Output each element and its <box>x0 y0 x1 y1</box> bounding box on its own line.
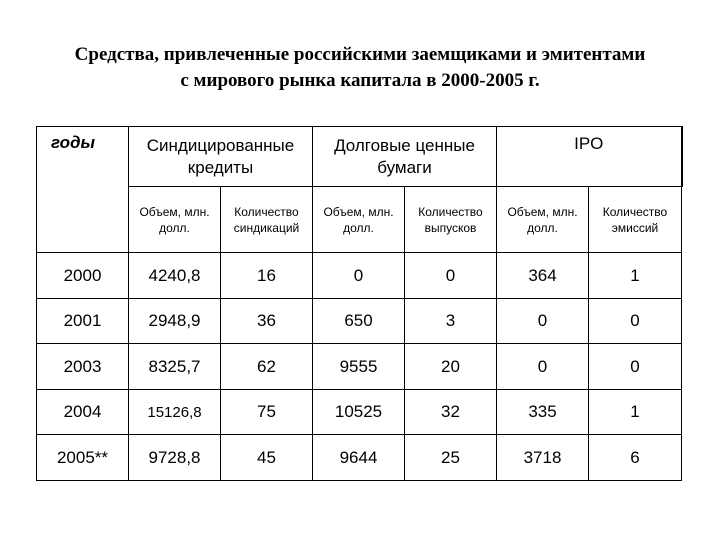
subheader-ipo-count: Количество эмиссий <box>589 187 682 253</box>
title-line-2: с мирового рынка капитала в 2000-2005 г. <box>180 70 540 91</box>
value-cell: 45 <box>221 435 313 481</box>
subheader-debt-volume: Объем, млн. долл. <box>313 187 405 253</box>
table-row <box>37 344 682 390</box>
header-row-sub <box>37 187 682 253</box>
title-line-1: Средства, привлеченные российскими заемщиками и эмитентами <box>74 44 646 65</box>
value-cell: 9728,8 <box>129 435 221 481</box>
table-row <box>37 253 682 299</box>
value-cell: 3 <box>405 299 497 344</box>
header-ipo: IPO <box>497 127 682 187</box>
value-cell: 0 <box>313 253 405 299</box>
value-cell: 9644 <box>313 435 405 481</box>
year-cell: 2005** <box>37 435 129 481</box>
subheader-loans-count: Количество синдикаций <box>221 187 313 253</box>
value-cell: 335 <box>497 390 589 435</box>
capital-market-table <box>36 126 683 481</box>
subheader-debt-count: Количество выпусков <box>405 187 497 253</box>
value-cell: 15126,8 <box>129 390 221 435</box>
year-cell: 2000 <box>37 253 129 299</box>
value-cell: 0 <box>589 299 682 344</box>
table-row <box>37 299 682 344</box>
header-debt-securities: Долговые ценные бумаги <box>313 127 497 187</box>
year-cell: 2001 <box>37 299 129 344</box>
value-cell: 8325,7 <box>129 344 221 390</box>
header-years: годы <box>37 127 129 253</box>
value-cell: 6 <box>589 435 682 481</box>
value-cell: 62 <box>221 344 313 390</box>
value-cell: 25 <box>405 435 497 481</box>
year-cell: 2003 <box>37 344 129 390</box>
value-cell: 4240,8 <box>129 253 221 299</box>
value-cell: 0 <box>589 344 682 390</box>
header-syndicated-loans: Синдицированные кредиты <box>129 127 313 187</box>
value-cell: 650 <box>313 299 405 344</box>
value-cell: 32 <box>405 390 497 435</box>
value-cell: 36 <box>221 299 313 344</box>
header-row-groups <box>37 127 682 187</box>
value-cell: 20 <box>405 344 497 390</box>
value-cell: 0 <box>497 344 589 390</box>
year-cell: 2004 <box>37 390 129 435</box>
subheader-loans-volume: Объем, млн. долл. <box>129 187 221 253</box>
value-cell: 2948,9 <box>129 299 221 344</box>
subheader-ipo-volume: Объем, млн. долл. <box>497 187 589 253</box>
value-cell: 0 <box>497 299 589 344</box>
value-cell: 1 <box>589 253 682 299</box>
value-cell: 75 <box>221 390 313 435</box>
value-cell: 0 <box>405 253 497 299</box>
table-row <box>37 390 682 435</box>
value-cell: 1 <box>589 390 682 435</box>
value-cell: 16 <box>221 253 313 299</box>
value-cell: 3718 <box>497 435 589 481</box>
table-row <box>37 435 682 481</box>
value-cell: 10525 <box>313 390 405 435</box>
value-cell: 9555 <box>313 344 405 390</box>
page-title <box>20 42 700 94</box>
value-cell: 364 <box>497 253 589 299</box>
